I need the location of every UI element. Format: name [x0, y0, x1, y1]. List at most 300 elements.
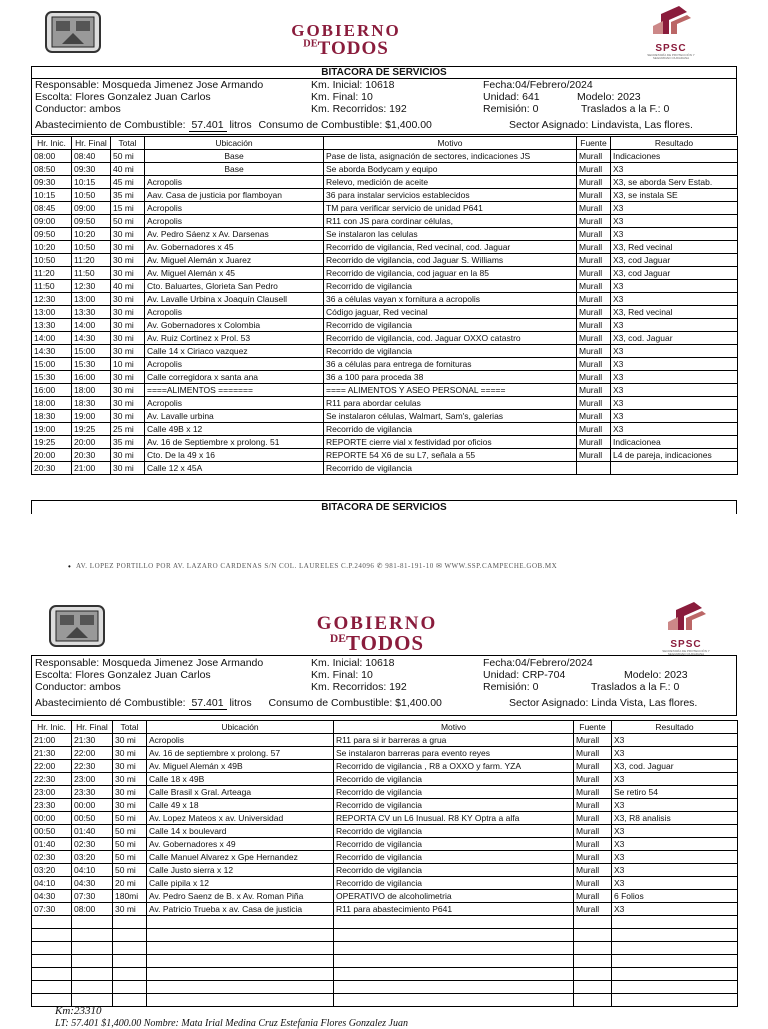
- cell-hr-final: 11:50: [72, 267, 111, 280]
- cell-hr-final: 02:30: [72, 838, 113, 851]
- cell-fuente: Murall: [574, 864, 612, 877]
- state-seal-logo-2: [48, 604, 106, 648]
- cell-ubicacion: [147, 994, 334, 1007]
- page1-title: BITACORA DE SERVICIOS: [31, 66, 737, 79]
- cell-motivo: REPORTE cierre vial x festividad por oficios: [324, 436, 577, 449]
- cell-fuente: Murall: [577, 215, 611, 228]
- cell-ubicacion: Av. Gobernadores x 45: [145, 241, 324, 254]
- cell-hr-inic: 01:40: [32, 838, 72, 851]
- cell-resultado: Indicaciones: [611, 150, 738, 163]
- cell-hr-inic: 03:20: [32, 864, 72, 877]
- cell-motivo: Recorrido de vigilancia, cod. Jaguar OXXO catastro: [324, 332, 577, 345]
- cell-motivo: [334, 968, 574, 981]
- table-row: [32, 747, 738, 760]
- cell-resultado: X3: [611, 215, 738, 228]
- cell-resultado: X3: [611, 384, 738, 397]
- cell-total: 30 mi: [111, 397, 145, 410]
- cell-resultado: [612, 929, 738, 942]
- cell-total: [113, 968, 147, 981]
- cell-total: 30 mi: [111, 319, 145, 332]
- spsc-logo: SPSC SECRETARÍA DE PROTECCIÓN Y SEGURIDAD CIUDADANA: [640, 4, 702, 60]
- cell-hr-final: 21:30: [72, 734, 113, 747]
- cell-hr-inic: [32, 981, 72, 994]
- cell-hr-final: 21:00: [72, 462, 111, 475]
- cell-fuente: Murall: [574, 747, 612, 760]
- cell-resultado: [612, 942, 738, 955]
- cell-ubicacion: [147, 968, 334, 981]
- escolta-field: Escolta: Flores Gonzalez Juan Carlos: [35, 91, 211, 103]
- cell-hr-inic: 20:30: [32, 462, 72, 475]
- traslados-field: Traslados a la F.: 0: [581, 103, 670, 115]
- cell-motivo: Pase de lista, asignación de sectores, indicaciones JS: [324, 150, 577, 163]
- cell-resultado: X3: [611, 319, 738, 332]
- cell-motivo: [334, 994, 574, 1007]
- fuel-row-2: Abastecimiento dé Combustible: 57.401 litros Consumo de Combustible: $1,400.00: [35, 697, 442, 709]
- cell-ubicacion: Av. Gobernadores x 49: [147, 838, 334, 851]
- cell-hr-final: 14:30: [72, 332, 111, 345]
- table-row: [32, 163, 738, 176]
- cell-total: 40 mi: [111, 163, 145, 176]
- cell-motivo: Recorrido de vigilancia: [324, 280, 577, 293]
- table-row: [32, 968, 738, 981]
- cell-ubicacion: Av. Pedro Saenz de B. x Av. Roman Piña: [147, 890, 334, 903]
- cell-fuente: Murall: [577, 176, 611, 189]
- cell-hr-final: 09:30: [72, 163, 111, 176]
- cell-resultado: X3: [612, 799, 738, 812]
- cell-fuente: [574, 929, 612, 942]
- modelo-field: Modelo: 2023: [577, 91, 641, 103]
- cell-total: 50 mi: [113, 825, 147, 838]
- cell-ubicacion: Acropolis: [145, 202, 324, 215]
- cell-motivo: Recorrido de vigilancia, cod jaguar en la 85: [324, 267, 577, 280]
- cell-resultado: X3: [611, 397, 738, 410]
- cell-fuente: Murall: [577, 280, 611, 293]
- unidad-field-2: Unidad: CRP-704: [483, 669, 566, 681]
- cell-total: 15 mi: [111, 202, 145, 215]
- cell-hr-inic: 13:30: [32, 319, 72, 332]
- cell-hr-final: 22:30: [72, 760, 113, 773]
- cell-total: 30 mi: [111, 241, 145, 254]
- cell-total: 30 mi: [113, 734, 147, 747]
- cell-fuente: [574, 981, 612, 994]
- cell-hr-final: 15:00: [72, 345, 111, 358]
- cell-ubicacion: Av. 16 de Septiembre x prolong. 51: [145, 436, 324, 449]
- table-row: [32, 812, 738, 825]
- cell-hr-inic: 04:10: [32, 877, 72, 890]
- cell-fuente: [574, 968, 612, 981]
- column-header-fuente: Fuente: [574, 721, 612, 734]
- table-row: [32, 955, 738, 968]
- table-row: [32, 851, 738, 864]
- column-header-fuente: Fuente: [577, 137, 611, 150]
- cell-hr-final: 20:30: [72, 449, 111, 462]
- cell-hr-final: [72, 968, 113, 981]
- cell-hr-final: 20:00: [72, 436, 111, 449]
- table-row: [32, 150, 738, 163]
- spsc-emblem-icon: [647, 4, 695, 38]
- cell-resultado: X3, se instala SE: [611, 189, 738, 202]
- cell-hr-inic: 00:50: [32, 825, 72, 838]
- cell-motivo: R11 para si ir barreras a grua: [334, 734, 574, 747]
- cell-hr-inic: 15:30: [32, 371, 72, 384]
- cell-ubicacion: [147, 981, 334, 994]
- cell-total: 30 mi: [111, 254, 145, 267]
- cell-hr-inic: 15:00: [32, 358, 72, 371]
- cell-motivo: Recorrido de vigilancia: [334, 851, 574, 864]
- table-row: [32, 332, 738, 345]
- cell-hr-inic: 21:00: [32, 734, 72, 747]
- consumo-field: Consumo de Combustible: $1,400.00: [258, 119, 432, 131]
- column-header-ubicacion: Ubicación: [147, 721, 334, 734]
- cell-total: 50 mi: [111, 150, 145, 163]
- cell-motivo: Recorrido de vigilancia: [334, 864, 574, 877]
- cell-hr-inic: 21:30: [32, 747, 72, 760]
- state-seal-logo: [44, 10, 102, 54]
- cell-motivo: 36 a 100 para proceda 38: [324, 371, 577, 384]
- cell-motivo: Se instalaron células, Walmart, Sam's, galerias: [324, 410, 577, 423]
- cell-hr-inic: 18:30: [32, 410, 72, 423]
- cell-fuente: Murall: [574, 812, 612, 825]
- cell-total: 40 mi: [111, 280, 145, 293]
- gobierno-de-todos-logo-2: GOBIERNO $^{DE}$TODOS: [316, 613, 438, 655]
- cut-off-signature-line: LT: 57.401 $1,400.00 Nombre: Mata Irial Medina Cruz Estefania Flores Gonzalez Juan: [55, 1018, 408, 1029]
- cell-ubicacion: Av. Lopez Mateos x av. Universidad: [147, 812, 334, 825]
- cell-hr-final: 10:50: [72, 241, 111, 254]
- cell-hr-final: 03:20: [72, 851, 113, 864]
- spsc-logo-2: SPSC SECRETARÍA DE PROTECCIÓN Y SEGURIDAD CIUDADANA: [655, 600, 717, 656]
- cell-ubicacion: Acropolis: [145, 176, 324, 189]
- cell-resultado: X3: [612, 825, 738, 838]
- table-row: [32, 358, 738, 371]
- table-row: [32, 371, 738, 384]
- cell-hr-inic: 08:45: [32, 202, 72, 215]
- fuel-row: Abastecimiento de Combustible: 57.401 litros Consumo de Combustible: $1,400.00: [35, 119, 432, 131]
- cell-fuente: Murall: [574, 890, 612, 903]
- column-header-total: Total: [111, 137, 145, 150]
- cell-resultado: X3: [612, 747, 738, 760]
- cell-motivo: Recorrido de vigilancia: [334, 877, 574, 890]
- cell-fuente: Murall: [577, 267, 611, 280]
- cell-hr-inic: 09:30: [32, 176, 72, 189]
- cell-ubicacion: Calle 14 x boulevard: [147, 825, 334, 838]
- cell-hr-final: 08:40: [72, 150, 111, 163]
- remision-field-2: Remisión: 0: [483, 681, 539, 693]
- table-row: [32, 410, 738, 423]
- cell-resultado: [612, 994, 738, 1007]
- cell-motivo: Recorrido de vigilancia, cod Jaguar S. Williams: [324, 254, 577, 267]
- cell-hr-inic: 00:00: [32, 812, 72, 825]
- cell-fuente: Murall: [577, 163, 611, 176]
- table-row: [32, 916, 738, 929]
- cell-resultado: X3: [611, 202, 738, 215]
- gobierno-de-todos-logo: GOBIERNO $^{DE}$TODOS: [291, 21, 401, 59]
- cell-total: 30 mi: [111, 293, 145, 306]
- cell-hr-final: [72, 929, 113, 942]
- cell-ubicacion: Calle 49B x 12: [145, 423, 324, 436]
- column-header-resultado: Resultado: [612, 721, 738, 734]
- cell-motivo: R11 para abastecimiento P641: [334, 903, 574, 916]
- cell-total: [113, 981, 147, 994]
- cell-hr-inic: 11:20: [32, 267, 72, 280]
- cell-fuente: Murall: [577, 202, 611, 215]
- table-row: [32, 462, 738, 475]
- cell-fuente: Murall: [574, 838, 612, 851]
- cell-hr-final: 15:30: [72, 358, 111, 371]
- cell-ubicacion: Av. Miguel Alemán x 45: [145, 267, 324, 280]
- cell-ubicacion: Calle 18 x 49B: [147, 773, 334, 786]
- cell-resultado: X3: [612, 851, 738, 864]
- cell-total: 30 mi: [111, 384, 145, 397]
- cell-fuente: Murall: [577, 397, 611, 410]
- cell-motivo: [334, 929, 574, 942]
- cell-ubicacion: Calle 14 x Ciriaco vazquez: [145, 345, 324, 358]
- table-row: [32, 384, 738, 397]
- table-row: [32, 397, 738, 410]
- km-final-field: Km. Final: 10: [311, 91, 373, 103]
- cell-hr-inic: [32, 942, 72, 955]
- cell-hr-final: 10:20: [72, 228, 111, 241]
- cell-total: 50 mi: [113, 864, 147, 877]
- cell-total: 20 mi: [113, 877, 147, 890]
- cell-hr-final: 23:30: [72, 786, 113, 799]
- cell-hr-inic: 08:50: [32, 163, 72, 176]
- cell-hr-inic: 13:00: [32, 306, 72, 319]
- cell-hr-final: 04:10: [72, 864, 113, 877]
- cell-hr-inic: 09:50: [32, 228, 72, 241]
- cell-total: 50 mi: [111, 215, 145, 228]
- table-row: [32, 903, 738, 916]
- cell-hr-inic: 16:00: [32, 384, 72, 397]
- table-row: [32, 293, 738, 306]
- cell-total: 50 mi: [113, 851, 147, 864]
- cell-resultado: X3, cod Jaguar: [611, 267, 738, 280]
- cell-motivo: [334, 916, 574, 929]
- table-row: [32, 241, 738, 254]
- cell-total: [113, 955, 147, 968]
- km-note: Km:23310: [55, 1005, 102, 1017]
- spsc-emblem-icon-2: [662, 600, 710, 634]
- cell-resultado: X3, R8 analisis: [612, 812, 738, 825]
- cell-resultado: X3, se aborda Serv Estab.: [611, 176, 738, 189]
- cell-fuente: Murall: [577, 189, 611, 202]
- cell-hr-inic: [32, 955, 72, 968]
- cell-hr-inic: 23:30: [32, 799, 72, 812]
- sector-field: Sector Asignado: Lindavista, Las flores.: [509, 119, 693, 131]
- cell-fuente: [574, 955, 612, 968]
- column-header-total: Total: [113, 721, 147, 734]
- cell-ubicacion: Calle pipila x 12: [147, 877, 334, 890]
- cell-resultado: X3: [611, 423, 738, 436]
- km-recorridos-field-2: Km. Recorridos: 192: [311, 681, 407, 693]
- cell-resultado: X3: [611, 371, 738, 384]
- cell-fuente: Murall: [574, 760, 612, 773]
- cell-resultado: [612, 968, 738, 981]
- table-row: [32, 280, 738, 293]
- cell-motivo: Código jaguar, Red vecinal: [324, 306, 577, 319]
- column-header-ubicacion: Ubicación: [145, 137, 324, 150]
- cell-total: 30 mi: [113, 799, 147, 812]
- cell-ubicacion: Acropolis: [145, 397, 324, 410]
- conductor-field: Conductor: ambos: [35, 103, 121, 115]
- cell-fuente: Murall: [574, 877, 612, 890]
- column-header-motivo: Motivo: [334, 721, 574, 734]
- table-row: [32, 981, 738, 994]
- cell-total: 30 mi: [111, 228, 145, 241]
- cell-hr-final: 23:00: [72, 773, 113, 786]
- cell-hr-inic: 18:00: [32, 397, 72, 410]
- page2-log-table: [31, 720, 738, 1007]
- cell-ubicacion: Calle corregidora x santa ana: [145, 371, 324, 384]
- cell-motivo: 36 a células para entrega de fornituras: [324, 358, 577, 371]
- table-row: [32, 267, 738, 280]
- cell-hr-inic: 04:30: [32, 890, 72, 903]
- cell-fuente: [574, 916, 612, 929]
- page1-log-table: [31, 136, 738, 475]
- cell-resultado: X3: [611, 293, 738, 306]
- cell-hr-final: 10:15: [72, 176, 111, 189]
- cell-hr-final: [72, 981, 113, 994]
- cell-ubicacion: Acropolis: [145, 215, 324, 228]
- cell-hr-inic: 10:15: [32, 189, 72, 202]
- cell-motivo: R11 con JS para cordinar células,: [324, 215, 577, 228]
- table-row: [32, 890, 738, 903]
- cell-hr-final: 04:30: [72, 877, 113, 890]
- cell-total: [113, 929, 147, 942]
- km-final-field-2: Km. Final: 10: [311, 669, 373, 681]
- modelo-field-2: Modelo: 2023: [624, 669, 688, 681]
- table-row: [32, 449, 738, 462]
- column-header-hr-final: Hr. Final: [72, 137, 111, 150]
- table-row: [32, 825, 738, 838]
- cell-total: 30 mi: [113, 747, 147, 760]
- cell-hr-inic: 07:30: [32, 903, 72, 916]
- cell-hr-inic: 22:00: [32, 760, 72, 773]
- column-header-motivo: Motivo: [324, 137, 577, 150]
- cell-hr-inic: 10:20: [32, 241, 72, 254]
- cell-hr-final: [72, 916, 113, 929]
- cell-resultado: X3: [612, 838, 738, 851]
- cell-ubicacion: Calle 12 x 45A: [145, 462, 324, 475]
- cell-total: 30 mi: [111, 267, 145, 280]
- cell-motivo: Recorrido de vigilancia: [334, 786, 574, 799]
- cell-resultado: X3, cod Jaguar: [611, 254, 738, 267]
- cell-ubicacion: Av. Lavalle Urbina x Joaquín Clausell: [145, 293, 324, 306]
- cell-resultado: X3: [611, 228, 738, 241]
- cell-hr-final: 18:30: [72, 397, 111, 410]
- cell-hr-final: 10:50: [72, 189, 111, 202]
- cell-ubicacion: Calle 49 x 18: [147, 799, 334, 812]
- column-header-resultado: Resultado: [611, 137, 738, 150]
- sector-field-2: Sector Asignado: Linda Vista, Las flores.: [509, 697, 698, 709]
- cell-motivo: Se instalaron las celulas: [324, 228, 577, 241]
- cell-fuente: Murall: [574, 799, 612, 812]
- cell-fuente: [574, 942, 612, 955]
- cell-motivo: Relevo, medición de aceite: [324, 176, 577, 189]
- table-row: [32, 319, 738, 332]
- cell-motivo: [334, 981, 574, 994]
- table-row: [32, 929, 738, 942]
- table-row: [32, 202, 738, 215]
- responsable-field-2: Responsable: Mosqueda Jimenez Jose Armando: [35, 657, 264, 669]
- cell-hr-inic: 12:30: [32, 293, 72, 306]
- table-row: [32, 176, 738, 189]
- cell-hr-inic: 23:00: [32, 786, 72, 799]
- cell-hr-final: 14:00: [72, 319, 111, 332]
- cell-fuente: Murall: [577, 410, 611, 423]
- table-row: [32, 864, 738, 877]
- km-inicial-field: Km. Inicial: 10618: [311, 79, 395, 91]
- cell-hr-inic: 19:25: [32, 436, 72, 449]
- cell-hr-inic: 08:00: [32, 150, 72, 163]
- responsable-field: Responsable: Mosqueda Jimenez Jose Armando: [35, 79, 264, 91]
- cell-motivo: OPERATIVO de alcoholimetria: [334, 890, 574, 903]
- cell-total: 180mi: [113, 890, 147, 903]
- column-header-hr-final: Hr. Final: [72, 721, 113, 734]
- cell-fuente: [574, 994, 612, 1007]
- cell-resultado: [612, 981, 738, 994]
- remision-field: Remisión: 0: [483, 103, 539, 115]
- cell-resultado: X3: [612, 877, 738, 890]
- fuel-liters-value-2: 57.401: [189, 697, 227, 710]
- cell-hr-final: 09:50: [72, 215, 111, 228]
- cell-resultado: X3: [612, 734, 738, 747]
- cell-fuente: [577, 462, 611, 475]
- cell-ubicacion: [147, 942, 334, 955]
- cell-motivo: ==== ALIMENTOS Y ASEO PERSONAL =====: [324, 384, 577, 397]
- table-row: [32, 799, 738, 812]
- cell-hr-inic: [32, 929, 72, 942]
- cell-hr-final: 07:30: [72, 890, 113, 903]
- cell-ubicacion: Av. Miguel Alemán x Juarez: [145, 254, 324, 267]
- cell-ubicacion: Av. Patricio Trueba x av. Casa de justicia: [147, 903, 334, 916]
- cell-fuente: Murall: [577, 319, 611, 332]
- cell-total: 30 mi: [111, 410, 145, 423]
- cell-hr-inic: 02:30: [32, 851, 72, 864]
- cell-fuente: Murall: [577, 345, 611, 358]
- cell-resultado: X3, cod. Jaguar: [611, 332, 738, 345]
- fecha-field: Fecha:04/Febrero/2024: [483, 79, 593, 91]
- table-row: [32, 734, 738, 747]
- table-row: [32, 838, 738, 851]
- cell-resultado: X3: [612, 864, 738, 877]
- cell-resultado: X3, Red vecinal: [611, 306, 738, 319]
- cell-ubicacion: Av. Lavalle urbina: [145, 410, 324, 423]
- cell-motivo: TM para verificar servicio de unidad P641: [324, 202, 577, 215]
- escolta-field-2: Escolta: Flores Gonzalez Juan Carlos: [35, 669, 211, 681]
- cell-ubicacion: Aav. Casa de justicia por flamboyan: [145, 189, 324, 202]
- cell-fuente: Murall: [577, 384, 611, 397]
- cell-total: 30 mi: [111, 306, 145, 319]
- cell-total: 30 mi: [111, 462, 145, 475]
- page1-second-title: BITACORA DE SERVICIOS: [31, 500, 737, 514]
- footer-bullet: •: [68, 562, 71, 571]
- cell-resultado: X3: [611, 345, 738, 358]
- cell-motivo: Recorrido de vigilancia, Red vecinal, cod. Jaguar: [324, 241, 577, 254]
- cell-motivo: Recorrido de vigilancia: [334, 838, 574, 851]
- cell-hr-final: 22:00: [72, 747, 113, 760]
- cell-fuente: Murall: [574, 734, 612, 747]
- cell-ubicacion: Base: [145, 163, 324, 176]
- cell-resultado: [612, 955, 738, 968]
- cell-resultado: Se retiro 54: [612, 786, 738, 799]
- cell-ubicacion: [147, 929, 334, 942]
- cell-hr-final: [72, 942, 113, 955]
- table-row: [32, 306, 738, 319]
- cell-motivo: REPORTE 54 X6 de su L7, señala a 55: [324, 449, 577, 462]
- cell-fuente: Murall: [577, 423, 611, 436]
- cell-total: [113, 916, 147, 929]
- cell-hr-final: 11:20: [72, 254, 111, 267]
